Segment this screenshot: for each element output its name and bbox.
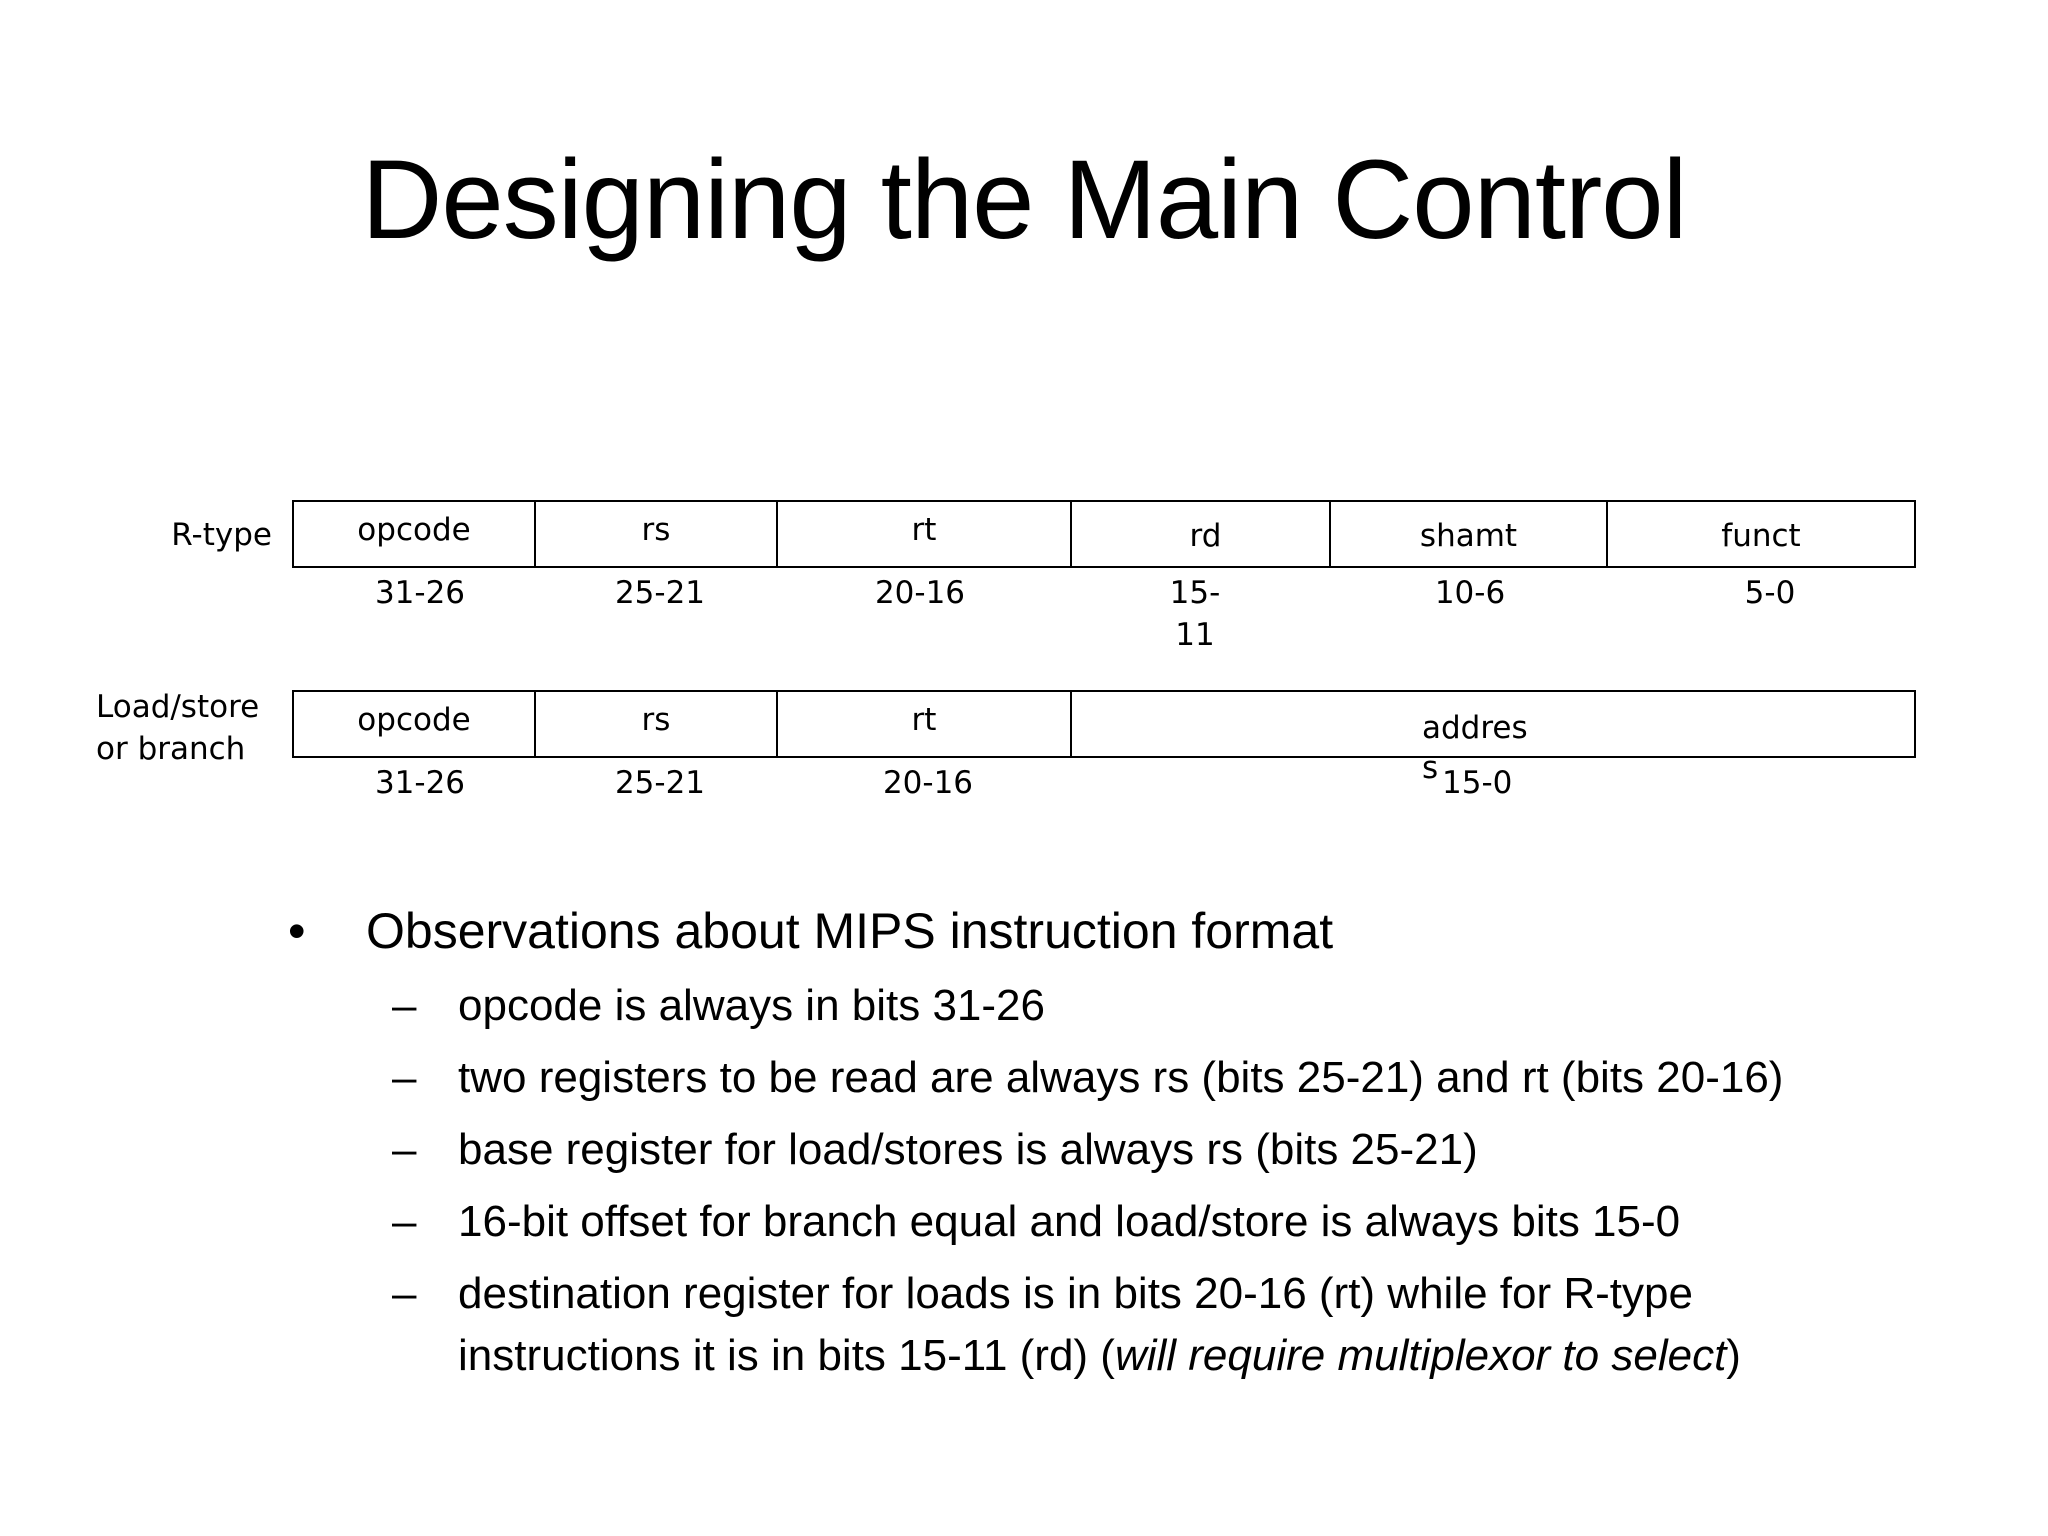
dash-icon: – [392,1125,417,1174]
rtype-bits-opcode: 31-26 [374,575,466,611]
observations-heading: Observations about MIPS instruction format [366,903,1334,959]
rtype-bits-funct: 5-0 [1744,575,1796,611]
list-item-text: two registers to be read are always rs (bits 25-21) and rt (bits 20-16) [458,1053,1784,1102]
rtype-field-rs: rs [536,502,778,566]
rtype-label: R-type [171,517,272,553]
slide-title: Designing the Main Control [361,137,1687,262]
list-item-text: 16-bit offset for branch equal and load/store is always bits 15-0 [458,1197,1681,1246]
list-item-text-emphasis: will require multiplexor to select [1114,1331,1727,1380]
rtype-bits-rt: 20-16 [874,575,966,611]
dash-icon: – [392,1053,417,1102]
bullet-icon: • [288,903,306,959]
list-item-text [458,1263,1878,1387]
loadstore-field-rt: rt [778,692,1072,756]
rtype-bits-shamt: 10-6 [1434,575,1506,611]
dash-icon: – [392,1269,417,1318]
loadstore-bits-rs: 25-21 [614,765,706,801]
loadstore-bits-rt: 20-16 [882,765,974,801]
rtype-field-shamt: shamt [1331,502,1608,566]
rtype-bits-rs: 25-21 [614,575,706,611]
rtype-field-rd: rd [1072,502,1331,566]
loadstore-label [96,686,276,770]
rtype-format-row [292,500,1916,568]
list-item-text-prefix: destination register for loads is in bits 20-16 (rt) while for R-type instructions it is in bits 15-11 (rd) ( [458,1269,1693,1380]
loadstore-field-address: addres s [1422,710,1528,786]
loadstore-bits-opcode: 31-26 [374,765,466,801]
dash-icon: – [392,1197,417,1246]
rtype-field-opcode: opcode [294,502,536,566]
list-item-text: opcode is always in bits 31-26 [458,981,1045,1030]
rtype-field-funct: funct [1721,518,1801,554]
rtype-field-rt: rt [778,502,1072,566]
loadstore-label-line1: Load/store [96,689,260,725]
loadstore-label-line2: or branch [96,731,246,767]
rtype-bits-rd: 15- 11 [1169,575,1221,653]
dash-icon: – [392,981,417,1030]
list-item-text-suffix: ) [1726,1331,1741,1380]
loadstore-field-rs: rs [536,692,778,756]
loadstore-field-opcode: opcode [294,692,536,756]
loadstore-bits-address: 15-0 [1442,765,1513,801]
list-item-text: base register for load/stores is always rs (bits 25-21) [458,1125,1478,1174]
